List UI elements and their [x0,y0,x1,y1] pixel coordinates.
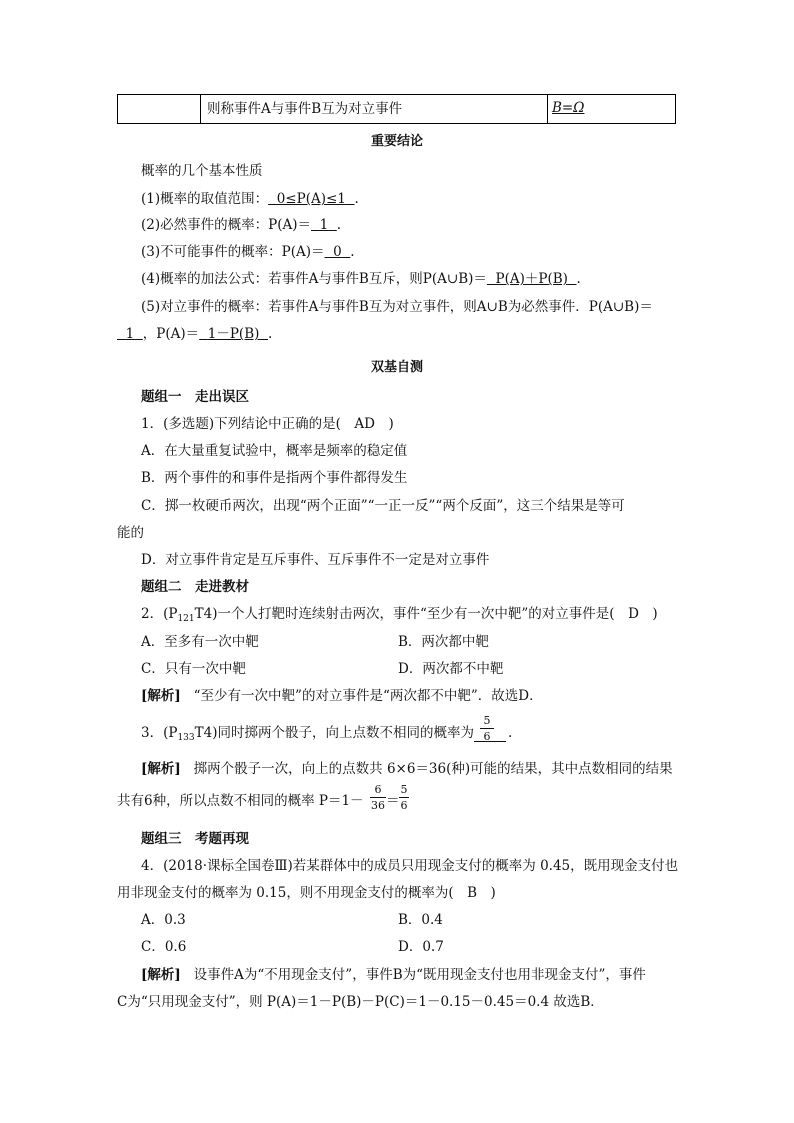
q3-equals: ＝ [386,793,400,809]
prob-prop-5-cont: 1 ，P(A)＝ 1－P(B) . [125,326,273,342]
q4-option-d: D．0.7 [398,939,444,955]
prob-prop-2: (2)必然事件的概率：P(A)＝ 1 . [141,217,342,233]
q4-stem-1: 4．(2018·课标全国卷Ⅲ)若某群体中的成员只用现金支付的概率为 0.45，既用现金支付也 [141,858,679,874]
q2-option-c: C．只有一次中靶 [141,661,246,677]
q2-analysis: [解析] “至少有一次中靶”的对立事件是“两次都不中靶”．故选D． [141,688,543,704]
q1-option-c: C．掷一枚硬币两次，出现“两个正面”“一正一反”“两个反面”，这三个结果是等可 [141,498,625,514]
q2-option-d: D．两次都不中靶 [398,661,504,677]
q3-fraction-2: 5 6 [400,783,408,812]
q1-stem: 1．(多选题)下列结论中正确的是( AD ) [141,416,394,432]
q2-option-a: A．至多有一次中靶 [141,634,259,650]
table-cell-description: 则称事件A与事件B互为对立事件 [201,95,548,123]
q2-option-b: B．两次都中靶 [398,634,489,650]
q4-option-c: C．0.6 [141,939,187,955]
group1-title: 题组一 走出误区 [141,389,249,405]
table-cell-formula: B=Ω [552,100,585,116]
q2-stem: 2．$(P_{121}T4)$一个人打靶时连续射击两次，事件“至少有一次中靶”的对立事件是( D ) [141,606,658,624]
q4-stem-2: 用非现金支付的概率为 0.15，则不用现金支付的概率为( B ) [117,885,496,901]
q1-option-a: A．在大量重复试验中，概率是频率的稳定值 [141,443,408,459]
table-cell-empty [118,95,201,123]
prob-prop-3: (3)不可能事件的概率：P(A)＝ 0 . [141,244,355,260]
q1-option-b: B．两个事件的和事件是指两个事件都得发生 [141,470,408,486]
section-heading-conclusion: 重要结论 [370,134,423,149]
group3-title: 题组三 考题再现 [141,831,249,847]
prob-props-title: 概率的几个基本性质 [141,163,263,179]
prob-prop-5: (5)对立事件的概率：若事件A与事件B互为对立事件，则A∪B为必然事件．P(A∪B)＝ [141,299,653,315]
q3-analysis-1: [解析] 掷两个骰子一次，向上的点数共 6×6＝36(种)可能的结果，其中点数相同的结果 [141,761,673,777]
q3-answer-fraction: 5 6 [480,714,494,743]
q1-option-d: D．对立事件肯定是互斥事件、互斥事件不一定是对立事件 [141,552,490,568]
q1-option-c-cont: 能的 [117,525,144,541]
section-heading-selftest: 双基自测 [370,360,423,375]
q3-stem: 3．$(P_{133}T4)$同时掷两个骰子，向上点数不相同的概率为 . [141,725,513,743]
q3-fraction-1: 6 36 [371,783,385,812]
q3-answer-underline [474,741,506,742]
prob-prop-1: (1)概率的取值范围： 0≤P(A)≤1 . [141,191,359,207]
q4-analysis-1: [解析] 设事件A为“不用现金支付”，事件B为“既用现金支付也用非现金支付”，事件 [141,967,646,983]
definition-table-row [117,94,676,124]
q4-analysis-2: C为“只用现金支付”，则 P(A)＝1－P(B)－P(C)＝1－0.15－0.45＝0.4 故选B． [117,994,604,1010]
prob-prop-4: (4)概率的加法公式：若事件A与事件B互斥，则P(A∪B)＝ P(A)＋P(B) . [141,271,581,287]
q4-option-b: B．0.4 [398,912,443,928]
group2-title: 题组二 走进教材 [141,579,249,595]
q4-option-a: A．0.3 [141,912,186,928]
q3-analysis-2: 共有6种，所以点数不相同的概率 P＝1－ [117,793,364,809]
